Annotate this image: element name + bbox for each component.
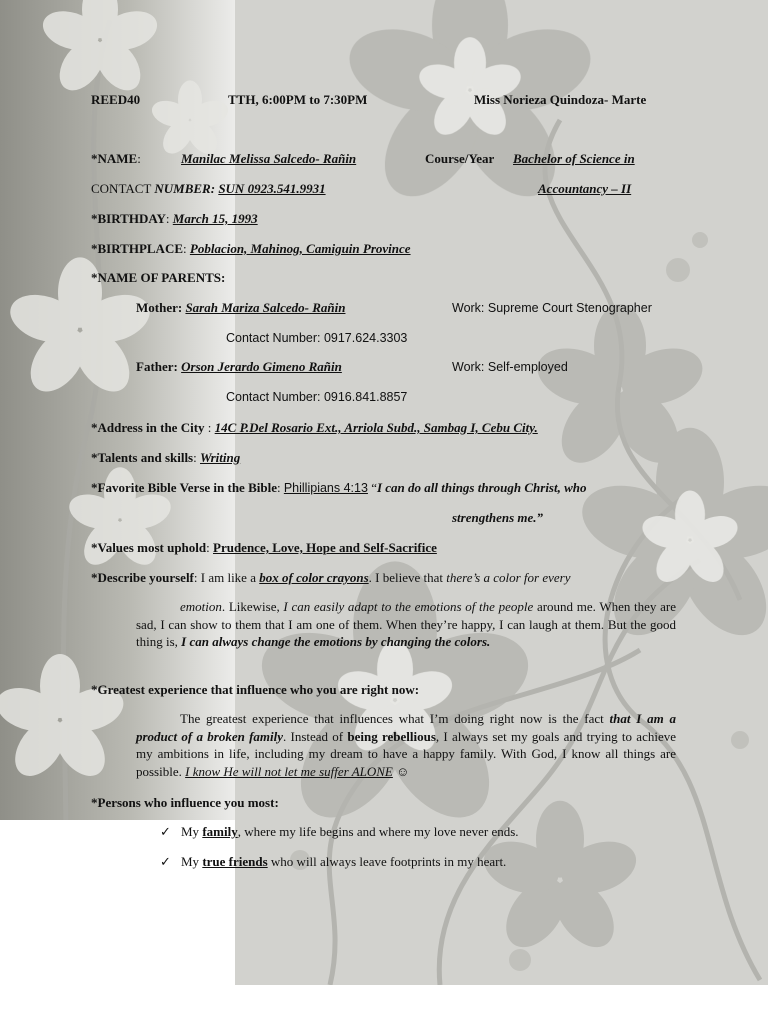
checkmark-icon: ✓ <box>160 824 171 839</box>
father-work: Work: Self-employed <box>452 360 568 374</box>
father-contact: Contact Number: 0916.841.8857 <box>226 390 408 404</box>
describe-p4: around me. When they are sad, I can show to them that I am one of them. When they’re happy, I can laugh at them. But the good thing is, <box>136 599 676 649</box>
describe-row <box>91 570 570 586</box>
item2-friends: true friends <box>202 854 268 869</box>
describe-text-4: there’s a color for every <box>446 570 571 585</box>
course-year-value-1: Bachelor of Science in <box>513 151 635 166</box>
persons-label: *Persons who influence you most: <box>91 795 279 810</box>
experience-label: *Greatest experience that influence who you are right now: <box>91 682 420 697</box>
birthplace-value: Poblacion, Mahinog, Camiguin Province <box>189 241 411 256</box>
mother-work: Work: Supreme Court Stenographer <box>452 301 652 315</box>
mother-row <box>136 300 345 316</box>
course-year-value-2: Accountancy – II <box>538 181 632 196</box>
father-label: Father: <box>136 359 178 374</box>
describe-p5: I can always change the emotions by changing the colors. <box>181 634 491 649</box>
persons-item-1 <box>181 824 519 840</box>
father-row <box>136 359 342 375</box>
address-label: *Address in the City <box>91 420 205 435</box>
bible-quote-1: I can do all things through Christ, who <box>376 480 587 495</box>
father-name: Orson Jerardo Gimeno Rañin <box>181 359 342 374</box>
bible-label: *Favorite Bible Verse in the Bible <box>91 480 277 495</box>
name-label: *NAME <box>91 151 138 166</box>
bible-reference: Phillipians 4:13 <box>283 481 368 495</box>
mother-name: Sarah Mariza Salcedo- Rañin <box>185 300 346 315</box>
describe-text-1: : I am like a <box>193 570 260 585</box>
birthplace-colon: : <box>183 241 187 256</box>
item1-a: My <box>181 824 203 839</box>
name-colon: : <box>137 151 141 166</box>
checkmark-icon: ✓ <box>160 854 171 869</box>
describe-p3: I can easily adapt to the emotions of the people <box>283 599 534 614</box>
experience-p6: I know He will not let me suffer ALONE <box>185 763 393 779</box>
describe-paragraph <box>136 598 676 651</box>
parents-label: *NAME OF PARENTS: <box>91 270 226 285</box>
bible-row <box>91 480 587 496</box>
birthday-row <box>91 211 258 227</box>
describe-p2: . Likewise, <box>221 599 284 614</box>
instructor: Miss Norieza Quindoza- Marte <box>474 92 647 107</box>
contact-value: SUN 0923.541.9931 <box>218 181 326 196</box>
talents-value: Writing <box>200 450 241 465</box>
experience-p3: . Instead of <box>283 728 348 744</box>
persons-item-2 <box>181 854 506 870</box>
course-year-label: Course/Year <box>425 151 495 166</box>
mother-contact: Contact Number: 0917.624.3303 <box>226 331 408 345</box>
mother-label: Mother: <box>136 300 183 315</box>
schedule: TTH, 6:00PM to 7:30PM <box>228 92 368 107</box>
talents-colon: : <box>193 450 200 465</box>
contact-label-a: CONTACT <box>91 181 152 196</box>
describe-crayons: box of color crayons <box>259 570 369 585</box>
describe-label: *Describe yourself <box>91 570 194 585</box>
experience-p5: , I always set my goals and trying to achieve my ambitions in life, including my dream to have a happy family. With God, I know all things are possible. <box>136 728 676 779</box>
contact-row <box>91 181 326 197</box>
values-value: Prudence, Love, Hope and Self-Sacrifice <box>213 540 437 555</box>
address-value: 14C P.Del Rosario Ext., Arriola Subd., Sambag I, Cebu City. <box>214 420 538 435</box>
birthday-colon: : <box>165 211 170 226</box>
talents-row <box>91 450 240 466</box>
item1-family: family <box>202 824 238 839</box>
describe-p1: emotion <box>180 599 222 614</box>
address-row <box>91 420 538 436</box>
item2-a: My <box>181 854 203 869</box>
birthday-label: *BIRTHDAY <box>91 211 166 226</box>
birthday-value: March 15, 1993 <box>172 211 258 226</box>
values-colon: : <box>206 540 213 555</box>
item1-c: , where my life begins and where my love never ends. <box>237 824 519 839</box>
bible-quote-2: strengthens me.” <box>452 510 544 525</box>
values-label: *Values most uphold <box>91 540 207 555</box>
bible-quote-open: “ <box>367 480 377 495</box>
experience-p2: that I am a product of a broken family <box>136 711 676 744</box>
contact-label-b: NUMBER: <box>154 181 216 196</box>
talents-label: *Talents and skills <box>91 450 194 465</box>
experience-p1: The greatest experience that influences what I’m doing right now is the fact <box>180 711 610 726</box>
name-row <box>91 151 141 167</box>
smiley-icon: ☺ <box>392 763 410 779</box>
bible-colon: : <box>276 480 284 495</box>
experience-p4: being rebellious <box>347 728 436 744</box>
address-colon: : <box>204 420 215 435</box>
item2-c: who will always leave footprints in my heart. <box>267 854 507 869</box>
course-code: REED40 <box>91 92 141 107</box>
birthplace-label: *BIRTHPLACE <box>91 241 184 256</box>
values-row <box>91 540 437 556</box>
birthplace-row <box>91 241 411 257</box>
name-value: Manilac Melissa Salcedo- Rañin <box>181 151 357 166</box>
experience-paragraph <box>136 710 676 780</box>
describe-text-3: . I believe that <box>368 570 447 585</box>
